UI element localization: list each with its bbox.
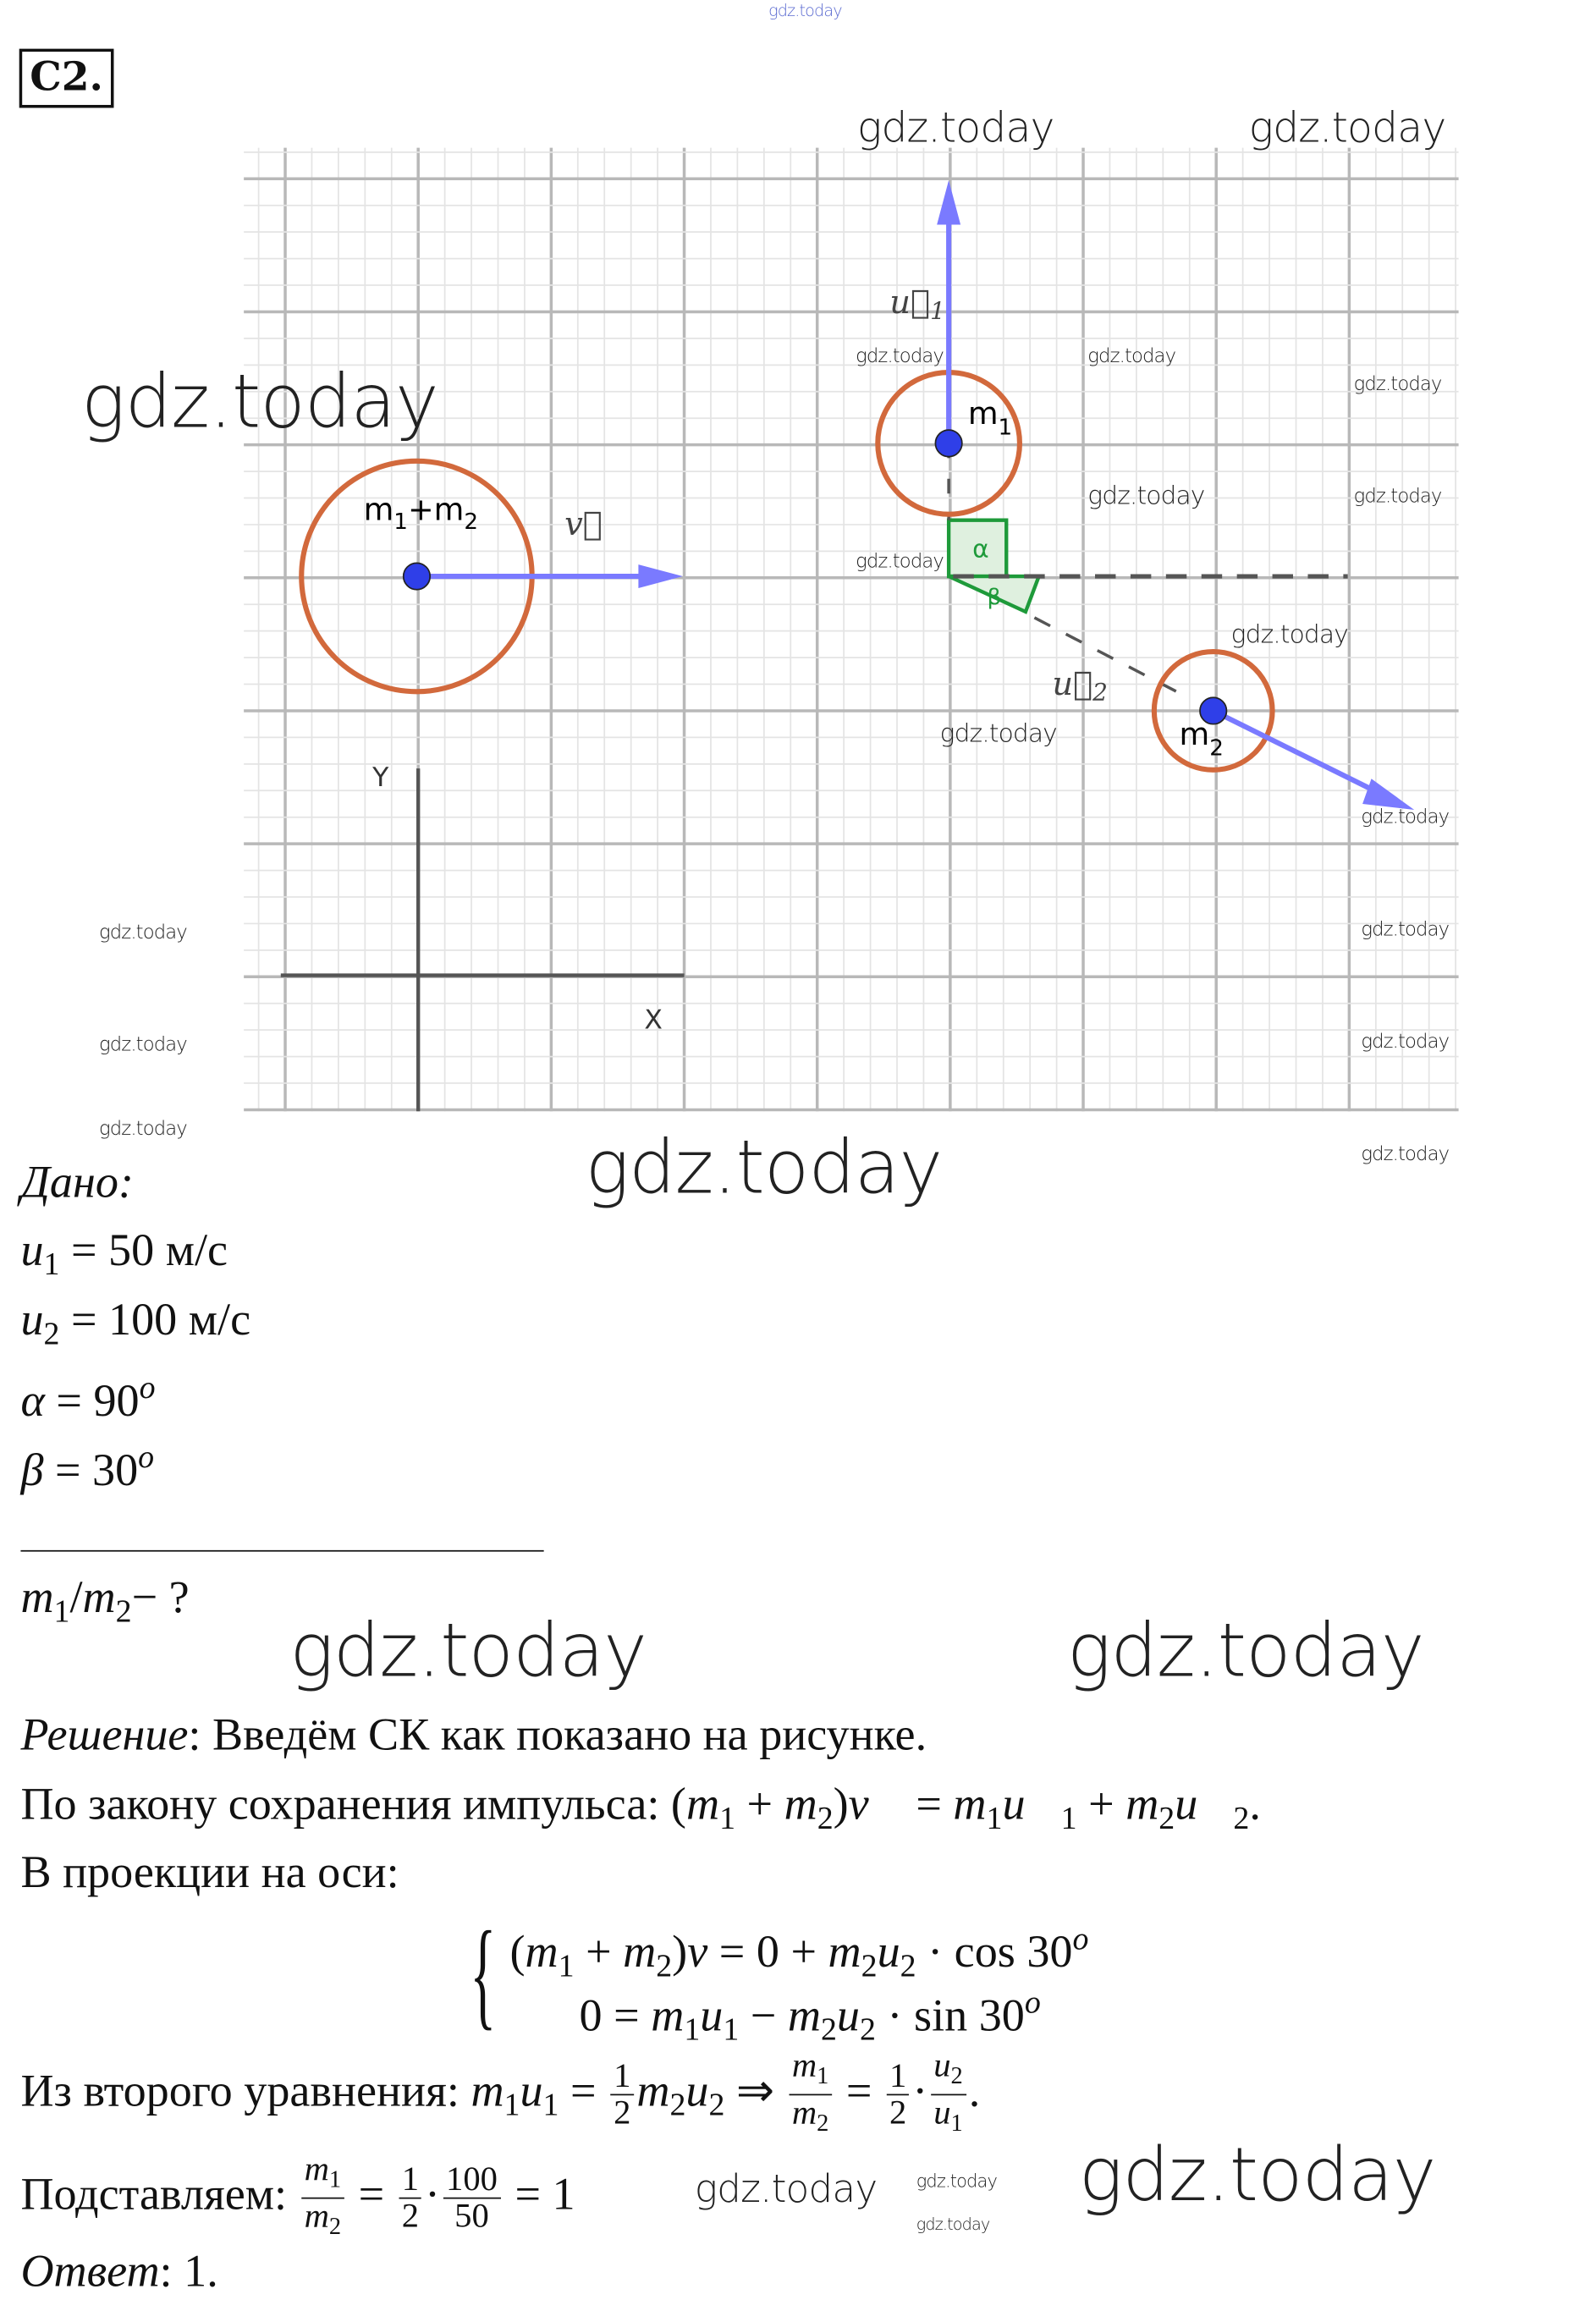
- text: Из второго уравнения:: [20, 2064, 471, 2116]
- math-symbol: u: [933, 2046, 951, 2086]
- watermark: gdz.today: [81, 359, 438, 445]
- subscript: 2: [115, 1593, 132, 1630]
- math-symbol: u: [520, 2064, 543, 2116]
- subscript: 1: [986, 1800, 1003, 1836]
- subscript: 2: [656, 1948, 673, 1984]
- text: =: [904, 1777, 954, 1830]
- math-symbol: u⃗: [1175, 1777, 1234, 1830]
- watermark: gdz.today: [1248, 103, 1446, 152]
- math-symbol: m: [791, 2046, 817, 2086]
- math-symbol: v: [687, 1925, 708, 1978]
- system-brace: {: [470, 1906, 497, 2041]
- substitution-line: [20, 2149, 575, 2246]
- subscript: 1: [542, 2087, 559, 2123]
- given-divider: [20, 1550, 543, 1552]
- watermark: gdz.today: [1066, 1607, 1424, 1694]
- denominator: [301, 2199, 344, 2246]
- math-symbol: m: [304, 2198, 329, 2237]
- watermark: gdz.today: [939, 719, 1057, 750]
- text: 100: [446, 2160, 498, 2199]
- text: − ?: [131, 1571, 190, 1623]
- subscript: 1: [1060, 1800, 1077, 1836]
- superscript: o: [139, 1369, 156, 1406]
- text: (: [509, 1925, 526, 1978]
- text: 0 =: [579, 1989, 652, 2041]
- m1-label: $m_1$: [967, 395, 1013, 441]
- subscript: 2: [708, 2087, 725, 2123]
- watermark: gdz.today: [916, 2215, 990, 2235]
- subscript: 1: [53, 1593, 70, 1630]
- momentum-law: [20, 1778, 1260, 1845]
- question-line: [20, 1571, 189, 1637]
- math-symbol: m: [525, 1925, 559, 1978]
- text: =: [559, 2064, 608, 2116]
- math-symbol: Ответ: [20, 2244, 160, 2297]
- math-symbol: u: [877, 1925, 900, 1978]
- given-line: [20, 1293, 250, 1360]
- text: ): [672, 1925, 688, 1978]
- text: +: [735, 1777, 784, 1830]
- text: ): [833, 1777, 849, 1830]
- math-symbol: β: [20, 1443, 44, 1496]
- text: : 1.: [159, 2244, 218, 2297]
- math-symbol: m: [784, 1777, 817, 1830]
- answer-line: [20, 2245, 217, 2298]
- math-symbol: m: [787, 1989, 821, 2041]
- fraction: [399, 2162, 421, 2236]
- denominator: [452, 2199, 493, 2236]
- math-symbol: u: [836, 1989, 860, 2041]
- subscript: 1: [328, 2165, 342, 2193]
- math-symbol: m: [304, 2149, 329, 2189]
- math-symbol: m: [471, 2064, 504, 2116]
- given-line: [20, 1224, 228, 1290]
- watermark: gdz.today: [1353, 486, 1442, 509]
- fraction: [301, 2149, 344, 2246]
- numerator: [611, 2058, 634, 2095]
- x-axis-label: X: [644, 1004, 663, 1036]
- text: 50: [454, 2198, 489, 2237]
- projection-heading: [20, 1846, 399, 1899]
- combined-body-dot: [404, 563, 430, 589]
- text: Подставляем:: [20, 2167, 299, 2220]
- text: = 100 м/с: [59, 1293, 251, 1345]
- text: 1: [889, 2056, 907, 2096]
- subscript: 2: [669, 2087, 686, 2123]
- superscript: o: [1024, 1984, 1041, 2021]
- numerator: [931, 2048, 966, 2095]
- m2-label: $m_2$: [1179, 716, 1224, 762]
- watermark: gdz.today: [1087, 345, 1176, 368]
- text: = 1: [503, 2167, 575, 2220]
- subscript: 2: [900, 1948, 916, 1984]
- text: = 0 +: [707, 1925, 828, 1978]
- text: =: [834, 2064, 883, 2116]
- numerator: [399, 2162, 421, 2199]
- text: 2: [614, 2094, 631, 2133]
- subscript: 1: [558, 1948, 575, 1984]
- subscript: 2: [817, 2110, 829, 2138]
- text: ·: [912, 2064, 928, 2116]
- subscript: 2: [1233, 1800, 1250, 1836]
- math-symbol: m: [828, 1925, 861, 1978]
- subscript: 1: [43, 1246, 60, 1282]
- text: В проекции на оси:: [20, 1846, 399, 1898]
- u2-arrow: [1214, 711, 1390, 798]
- watermark: gdz.today: [694, 2167, 878, 2213]
- text: · cos 30: [916, 1925, 1073, 1978]
- u1-arrowhead: [937, 180, 960, 224]
- math-symbol: m: [685, 1777, 720, 1830]
- subscript: 1: [723, 2011, 740, 2048]
- math-symbol: m: [651, 1989, 685, 2041]
- math-symbol: u: [933, 2094, 951, 2133]
- m1-dot: [935, 430, 961, 456]
- text: .: [1249, 1777, 1261, 1830]
- text: : Введём СК как показано на рисунке.: [188, 1708, 927, 1760]
- math-symbol: u: [20, 1223, 44, 1276]
- math-symbol: m: [20, 1571, 54, 1623]
- text: · sin 30: [875, 1989, 1025, 2041]
- math-symbol: u: [685, 2064, 709, 2116]
- text: = 50 м/с: [59, 1223, 228, 1276]
- watermark: gdz.today: [1353, 373, 1442, 397]
- given-line: [20, 1361, 155, 1427]
- text: +: [1076, 1777, 1126, 1830]
- subscript: 2: [859, 2011, 876, 2048]
- u1-vector-label: u⃗1: [889, 283, 945, 326]
- watermark: gdz.today: [99, 922, 187, 944]
- text: ·: [425, 2167, 441, 2220]
- text: 1: [614, 2056, 631, 2096]
- fraction: [931, 2048, 966, 2142]
- math-symbol: u: [700, 1989, 724, 2041]
- velocity-v-arrowhead: [638, 564, 682, 588]
- subscript: 2: [43, 1316, 60, 1351]
- numerator: [443, 2162, 501, 2199]
- watermark: gdz.today: [585, 1124, 943, 1211]
- subscript: 1: [719, 1800, 736, 1836]
- v-vector-label: v⃗: [564, 505, 603, 544]
- watermark: gdz.today: [916, 2171, 997, 2192]
- watermark: gdz.today: [856, 103, 1054, 152]
- text: ⇒: [724, 2064, 786, 2116]
- text: 2: [889, 2094, 907, 2133]
- fraction: [886, 2058, 909, 2132]
- subscript: 2: [950, 2062, 963, 2090]
- given-line: [20, 1430, 154, 1496]
- text: −: [739, 1989, 788, 2041]
- given-heading-text: Дано: [20, 1155, 118, 1208]
- subscript: 2: [1158, 1800, 1175, 1836]
- math-symbol: m: [636, 2064, 670, 2116]
- math-symbol: m: [82, 1571, 116, 1623]
- watermark: gdz.today: [1361, 919, 1450, 942]
- text: +: [574, 1925, 624, 1978]
- given-heading: Дано:: [20, 1155, 134, 1208]
- second-equation-derivation: [20, 2048, 980, 2142]
- text: /: [69, 1571, 83, 1623]
- fraction: [443, 2162, 501, 2236]
- watermark: gdz.today: [856, 345, 944, 368]
- math-symbol: m: [791, 2094, 817, 2133]
- superscript: o: [138, 1439, 155, 1475]
- text: 2: [401, 2198, 420, 2237]
- text: =: [347, 2167, 396, 2220]
- watermark: gdz.today: [1230, 620, 1348, 651]
- math-symbol: u⃗: [1002, 1777, 1061, 1830]
- superscript: o: [1072, 1921, 1089, 1957]
- subscript: 2: [817, 1800, 834, 1836]
- math-symbol: m: [953, 1777, 987, 1830]
- text: .: [968, 2064, 981, 2116]
- subscript: 1: [684, 2011, 701, 2048]
- subscript: 1: [817, 2062, 829, 2090]
- u2-arrowhead: [1362, 779, 1414, 810]
- math-symbol: u: [20, 1293, 44, 1345]
- system-equation-y: [580, 1976, 1041, 2056]
- watermark: gdz.today: [1361, 1143, 1450, 1166]
- text: 1: [401, 2160, 420, 2199]
- subscript: 2: [328, 2214, 342, 2241]
- subscript: 2: [861, 1948, 878, 1984]
- watermark: gdz.today: [768, 1, 842, 21]
- fraction: [611, 2058, 634, 2132]
- denominator: [611, 2096, 634, 2132]
- denominator: [886, 2096, 909, 2132]
- denominator: [789, 2096, 832, 2143]
- denominator: [399, 2199, 421, 2236]
- math-symbol: m: [1125, 1777, 1159, 1830]
- denominator: [931, 2096, 966, 2143]
- watermark: gdz.today: [1361, 1031, 1450, 1054]
- numerator: [789, 2048, 832, 2095]
- subscript: 1: [504, 2087, 520, 2123]
- text: = 30: [43, 1443, 139, 1496]
- numerator: [301, 2149, 344, 2199]
- watermark: gdz.today: [99, 1034, 187, 1057]
- math-symbol: α: [20, 1373, 45, 1427]
- beta-label: β: [987, 585, 1002, 611]
- math-symbol: v⃗: [848, 1777, 905, 1830]
- text: = 90: [44, 1373, 140, 1427]
- fraction: [789, 2048, 832, 2142]
- combined-mass-label: $m_1+m_2$: [363, 491, 479, 536]
- watermark: gdz.today: [1087, 481, 1205, 512]
- math-symbol: Решение: [20, 1708, 189, 1760]
- watermark: gdz.today: [1078, 2132, 1436, 2219]
- subscript: 2: [820, 2011, 837, 2048]
- subscript: 1: [950, 2110, 963, 2138]
- watermark: gdz.today: [289, 1607, 647, 1694]
- u2-vector-label: u⃗2: [1052, 664, 1108, 707]
- watermark: gdz.today: [856, 551, 944, 574]
- watermark: gdz.today: [99, 1118, 187, 1142]
- numerator: [886, 2058, 909, 2095]
- text: По закону сохранения импульса: (: [20, 1777, 686, 1830]
- y-axis-label: Y: [372, 762, 389, 794]
- math-symbol: m: [623, 1925, 657, 1978]
- problem-number: C2.: [19, 49, 114, 108]
- alpha-label: α: [972, 533, 989, 564]
- solution-intro: [20, 1708, 927, 1762]
- watermark: gdz.today: [1361, 806, 1450, 829]
